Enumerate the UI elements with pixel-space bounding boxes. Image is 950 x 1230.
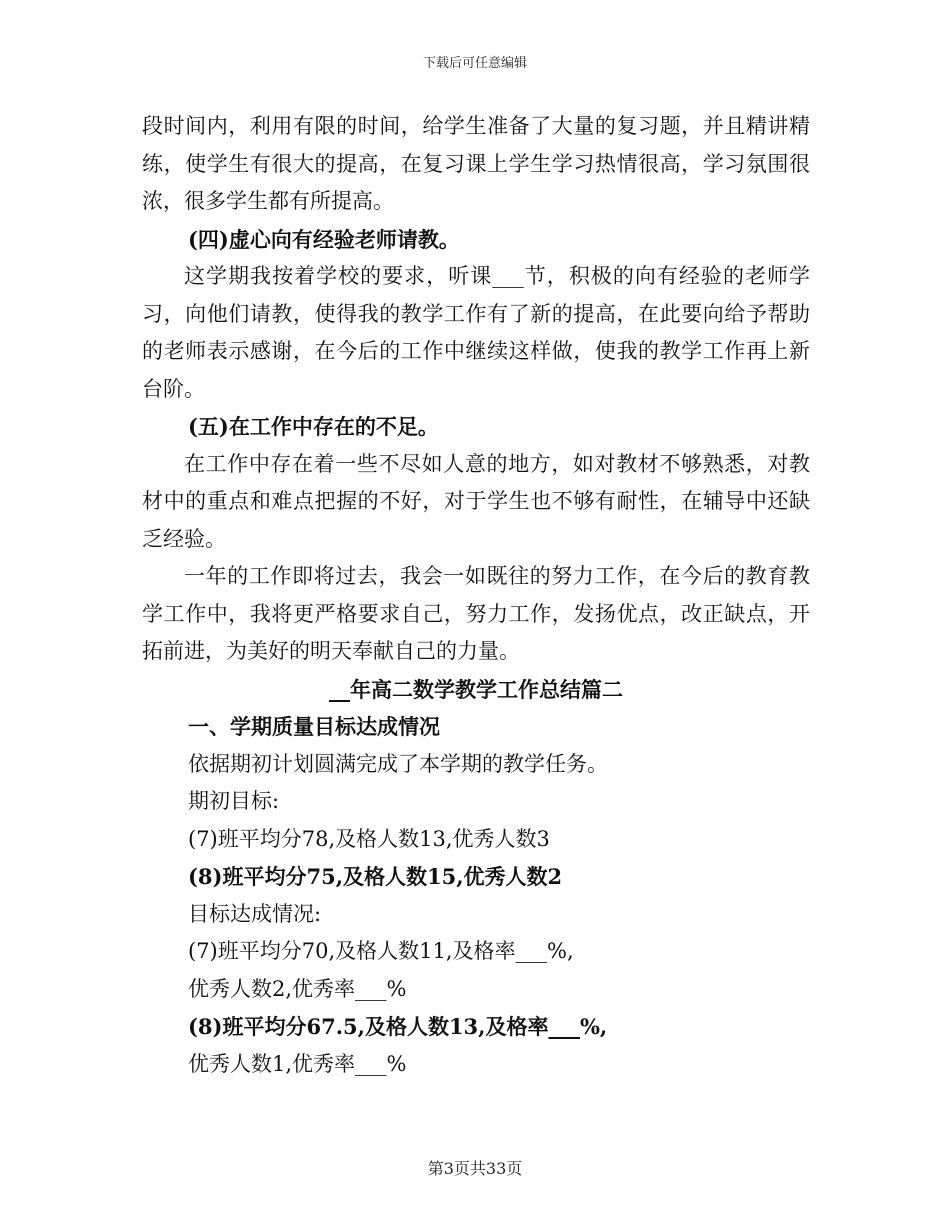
line-class7-goal: (7)班平均分78,及格人数13,优秀人数3 [188,826,550,851]
page-header: 下载后可任意编辑 [422,56,527,71]
paragraph-shortcomings: 在工作中存在着一些不尽如人意的地方，如对教材不够熟悉，对教材中的重点和难点把握的不好，对于学生也不够有耐性，在辅导中还缺乏经验。 [142,451,810,551]
line-class7-result: (7)班平均分70,及格人数11,及格率___%, [188,939,574,963]
heading-shortcomings: (五)在工作中存在的不足。 [188,414,439,439]
line-class8-excellent: 优秀人数1,优秀率___% [188,1051,407,1076]
line-plan-completed: 依据期初计划圆满完成了本学期的教学任务。 [188,751,608,776]
heading-quality-goals: 一、学期质量目标达成情况 [188,714,440,739]
paragraph-lesson-observation: 这学期我按着学校的要求，听课___节，积极的向有经验的老师学习，向他们请教，使得我的教学工作有了新的提高，在此要向给予帮助的老师表示感谢，在今后的工作中继续这样做，使我的教学工作再上新台阶。 [142,264,810,401]
page-number: 第3页共33页 [427,1159,523,1178]
line-class8-goal: (8)班平均分75,及格人数15,优秀人数2 [188,864,563,889]
paragraph-conclusion: 一年的工作即将过去，我会一如既往的努力工作，在今后的教育教学工作中，我将更严格要求自己，努力工作，发扬优点，改正缺点，开拓前进，为美好的明天奉献自己的力量。 [142,564,810,663]
line-initial-goals-label: 期初目标: [188,789,280,813]
paragraph-review: 段时间内，利用有限的时间，给学生准备了大量的复习题，并且精讲精练，使学生有很大的提高，在复习课上学生学习热情很高，学习氛围很浓，很多学生都有所提高。 [142,114,810,213]
document-body [142,108,810,1083]
heading-seek-advice: (四)虚心向有经验老师请教。 [188,226,460,252]
section-title: __年高二数学教学工作总结篇二 [329,676,623,702]
line-achievement-label: 目标达成情况: [188,901,322,926]
line-class8-result: (8)班平均分67.5,及格人数13,及格率___%, [188,1014,608,1039]
line-class7-excellent: 优秀人数2,优秀率___% [188,976,407,1001]
